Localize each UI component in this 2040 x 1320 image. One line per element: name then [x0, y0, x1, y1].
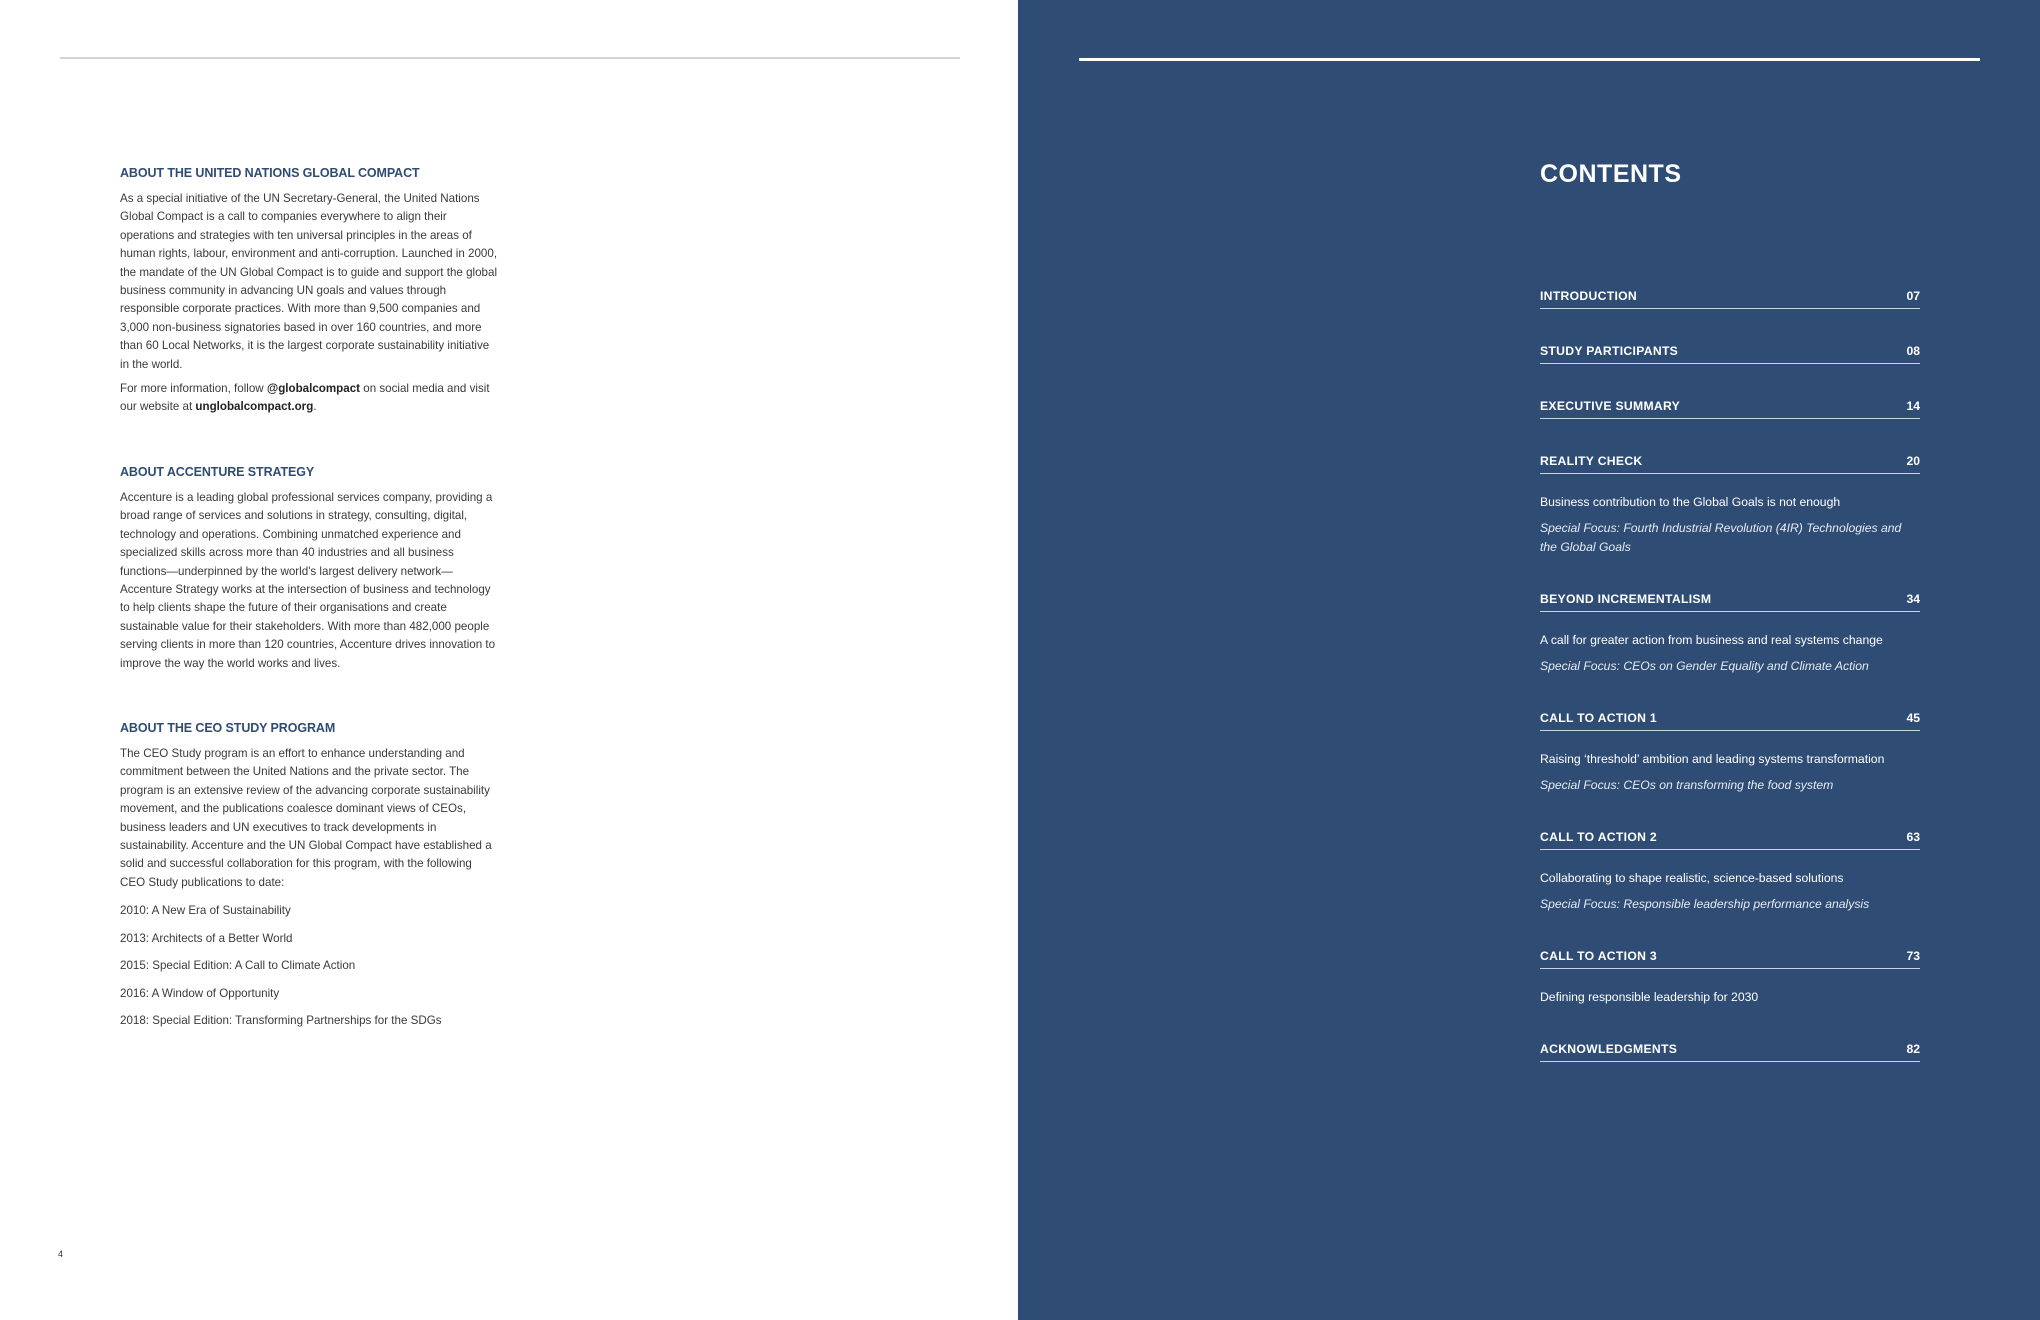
toc-entry[interactable]: [1540, 452, 1920, 557]
publication-item: 2015: Special Edition: A Call to Climate Action: [120, 959, 356, 973]
toc-subentries: [1540, 631, 1920, 676]
publication-item: 2013: Architects of a Better World: [120, 931, 293, 945]
toc-special-focus: Special Focus: CEOs on Gender Equality and Climate Action: [1540, 659, 1869, 673]
section-title: ABOUT THE UNITED NATIONS GLOBAL COMPACT: [120, 166, 420, 180]
toc-subentries: [1540, 493, 1920, 557]
section-title: ABOUT THE CEO STUDY PROGRAM: [120, 720, 336, 735]
toc-page-number: 45: [1906, 711, 1920, 725]
toc-subentries: [1540, 869, 1920, 914]
left-page: [0, 0, 1018, 1320]
toc-special-focus: Special Focus: Responsible leadership performance analysis: [1540, 897, 1870, 911]
follow-suffix: .: [313, 400, 317, 414]
toc-entry[interactable]: [1540, 947, 1920, 1007]
toc-page-number: 08: [1906, 344, 1920, 358]
page-number: 4: [58, 1249, 64, 1259]
toc-heading-row[interactable]: [1540, 709, 1920, 731]
toc-subheading: A call for greater action from business and real systems change: [1540, 633, 1883, 647]
publication-list: [120, 902, 500, 1030]
top-rule: [60, 57, 960, 59]
toc-heading-row[interactable]: [1540, 452, 1920, 474]
toc-heading: REALITY CHECK: [1540, 454, 1643, 468]
toc-heading: CALL TO ACTION 1: [1540, 711, 1657, 725]
toc-heading: STUDY PARTICIPANTS: [1540, 344, 1679, 358]
toc-entry[interactable]: [1540, 590, 1920, 676]
toc-subheading: Raising ‘threshold’ ambition and leading systems transformation: [1540, 752, 1885, 766]
toc-heading: INTRODUCTION: [1540, 289, 1638, 303]
toc-heading-row[interactable]: [1540, 342, 1920, 364]
section-title: ABOUT ACCENTURE STRATEGY: [120, 464, 315, 479]
toc-heading: BEYOND INCREMENTALISM: [1540, 592, 1712, 606]
toc-heading: ACKNOWLEDGMENTS: [1540, 1042, 1678, 1056]
toc-page-number: 20: [1906, 454, 1920, 468]
toc-page-number: 07: [1906, 289, 1920, 303]
toc-heading-row[interactable]: [1540, 287, 1920, 309]
toc-subentries: [1540, 750, 1920, 795]
about-column: [120, 166, 500, 1078]
toc-subheading: Collaborating to shape realistic, science-based solutions: [1540, 871, 1844, 885]
top-rule: [1079, 58, 1980, 61]
toc-entry[interactable]: [1540, 709, 1920, 795]
toc-heading-row[interactable]: [1540, 947, 1920, 969]
toc-page-number: 73: [1906, 949, 1920, 963]
toc-entry[interactable]: [1540, 287, 1920, 309]
section-paragraph: The CEO Study program is an effort to enhance understanding and commitment between the United Nations and the private sector. The program is an extensive review of the advancing corporate sustainability movement, and the publications coalesce dominant views of CEOs, business leaders and UN executives to track developments in sustainability. Accenture and the UN Global Compact have established a solid and successful collaboration for this program, with the following CEO Study publications to date:: [120, 746, 492, 889]
toc-entry[interactable]: [1540, 342, 1920, 364]
toc-page-number: 63: [1906, 830, 1920, 844]
website-link: unglobalcompact.org: [195, 400, 314, 414]
toc-page-number: 82: [1906, 1042, 1920, 1056]
toc-heading: EXECUTIVE SUMMARY: [1540, 399, 1681, 413]
section-paragraph: Accenture is a leading global professional services company, providing a broad range of services and solutions in strategy, consulting, digital, technology and operations. Combining unmatched experience and specialized skills across more than 40 industries and all business functions—underpinned by the world's largest delivery network—Accenture Strategy works at the intersection of business and technology to help clients shape the future of their organisations and create sustainable value for their stakeholders. With more than 482,000 people serving clients in more than 120 countries, Accenture drives innovation to improve the way the world works and lives.: [120, 490, 496, 670]
follow-middle: on social media and visit our website at: [120, 382, 490, 414]
toc-heading-row[interactable]: [1540, 828, 1920, 850]
right-page: [1018, 0, 2040, 1320]
toc-heading-row[interactable]: [1540, 397, 1920, 419]
toc-heading: CALL TO ACTION 3: [1540, 949, 1657, 963]
about-accenture-strategy: [120, 465, 500, 673]
toc-special-focus: Special Focus: CEOs on transforming the food system: [1540, 778, 1834, 792]
toc-page-number: 34: [1906, 592, 1920, 606]
about-un-global-compact: [120, 166, 500, 417]
contents-title: CONTENTS: [1540, 160, 1682, 188]
toc-entry[interactable]: [1540, 1040, 1920, 1062]
toc-entry[interactable]: [1540, 828, 1920, 914]
follow-paragraph: [120, 380, 500, 417]
publication-item: 2010: A New Era of Sustainability: [120, 904, 291, 918]
follow-prefix: For more information, follow: [120, 382, 267, 396]
table-of-contents: [1540, 287, 1920, 1095]
toc-entry[interactable]: [1540, 397, 1920, 419]
toc-subentries: [1540, 988, 1920, 1007]
publication-item: 2016: A Window of Opportunity: [120, 986, 280, 1000]
toc-page-number: 14: [1906, 399, 1920, 413]
toc-subheading: Defining responsible leadership for 2030: [1540, 990, 1759, 1004]
toc-subheading: Business contribution to the Global Goals is not enough: [1540, 495, 1841, 509]
about-ceo-study-program: [120, 721, 500, 1030]
section-paragraph: As a special initiative of the UN Secretary-General, the United Nations Global Compact is a call to companies everywhere to align their operations and strategies with ten universal principles in the areas of human rights, labour, environment and anti-corruption. Launched in 2000, the mandate of the UN Global Compact is to guide and support the global business community in advancing UN goals and values through responsible corporate practices. With more than 9,500 companies and 3,000 non-business signatories based in over 160 countries, and more than 60 Local Networks, it is the largest corporate sustainability initiative in the world.: [120, 192, 498, 371]
toc-special-focus: Special Focus: Fourth Industrial Revolution (4IR) Technologies and the Global Goals: [1540, 521, 1902, 554]
toc-heading-row[interactable]: [1540, 1040, 1920, 1062]
toc-heading-row[interactable]: [1540, 590, 1920, 612]
social-handle: @globalcompact: [266, 382, 361, 396]
publication-item: 2018: Special Edition: Transforming Partnerships for the SDGs: [120, 1014, 442, 1028]
toc-heading: CALL TO ACTION 2: [1540, 830, 1657, 844]
